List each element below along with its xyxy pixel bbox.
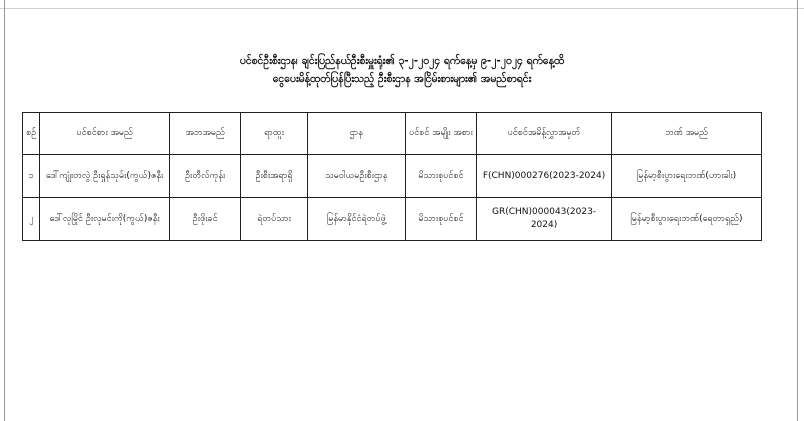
cell-order-number: F(CHN)000276(2023-2024) xyxy=(477,155,612,198)
cell-pension-type: မိသားစုပင်စင် xyxy=(405,155,476,198)
cell-pension-type: မိသားစုပင်စင် xyxy=(405,198,476,241)
header-department: ဌာန xyxy=(307,113,405,155)
header-bank-name: ဘဏ် အမည် xyxy=(611,113,761,155)
window-top-edge xyxy=(0,0,804,9)
cell-pensioner-name: ဒေါ်ကျုံးတလွဲ ဦးရှုန်သုမ်း(ကွယ်)ဇနီး xyxy=(40,155,170,198)
cell-bank-name: မြန်မာ့စီးပွားရေးဘဏ်(ဟားခါး) xyxy=(611,155,761,198)
window-right-edge xyxy=(797,0,804,421)
header-pension-type: ပင်စင် အမျိုး အစား xyxy=(405,113,476,155)
cell-serial: ၂ xyxy=(23,198,40,241)
cell-father-name: ဦးတီလ်ကုန်း xyxy=(169,155,240,198)
cell-department: သမဝါယမဦးစီးဌာန xyxy=(307,155,405,198)
cell-serial: ၁ xyxy=(23,155,40,198)
cell-bank-name: မြန်မာ့စီးပွားရေးဘဏ်(ရေတာရှည်) xyxy=(611,198,761,241)
table-row xyxy=(23,198,762,241)
table-header-row xyxy=(23,113,762,155)
header-pensioner-name: ပင်စင်စား အမည် xyxy=(40,113,170,155)
header-rank: ရာထူး xyxy=(241,113,307,155)
cell-father-name: ဦးဖိုးခင် xyxy=(169,198,240,241)
header-serial: စဉ် xyxy=(23,113,40,155)
cell-rank: ရဲတပ်သား xyxy=(241,198,307,241)
pensioner-table xyxy=(22,112,762,241)
window-left-edge xyxy=(0,0,5,421)
document-title-line2: ငွေပေးမိန့်ထုတ်ပြန်ပြီးသည့် ဦးစီးဌာန အငြိမ်းစားများ၏ အမည်စာရင်း xyxy=(272,73,532,85)
cell-department: မြန်မာနိုင်ငံရဲတပ်ဖွဲ့ xyxy=(307,198,405,241)
table-row xyxy=(23,155,762,198)
cell-rank: ဦးစီးအရာရှိ xyxy=(241,155,307,198)
header-order-number: ပင်စင်အမိန့်လွှာအမှတ် xyxy=(477,113,612,155)
header-father-name: အဘအမည် xyxy=(169,113,240,155)
document-title-line1: ပင်စင်ဦးစီးဌာန၊ ချင်းပြည်နယ်ဦးစီးမှူးရုံး၏ ၃-၂-၂၀၂၄ ရက်နေ့မှ ၉-၂-၂၀၂၄ ရက်နေ့ထိ xyxy=(239,55,565,67)
cell-pensioner-name: ဒေါ်လုမြိုင် ဦးလုမင်းကို(ကွယ်)ဇနီး xyxy=(40,198,170,241)
cell-order-number: GR(CHN)000043(2023-2024) xyxy=(477,198,612,241)
